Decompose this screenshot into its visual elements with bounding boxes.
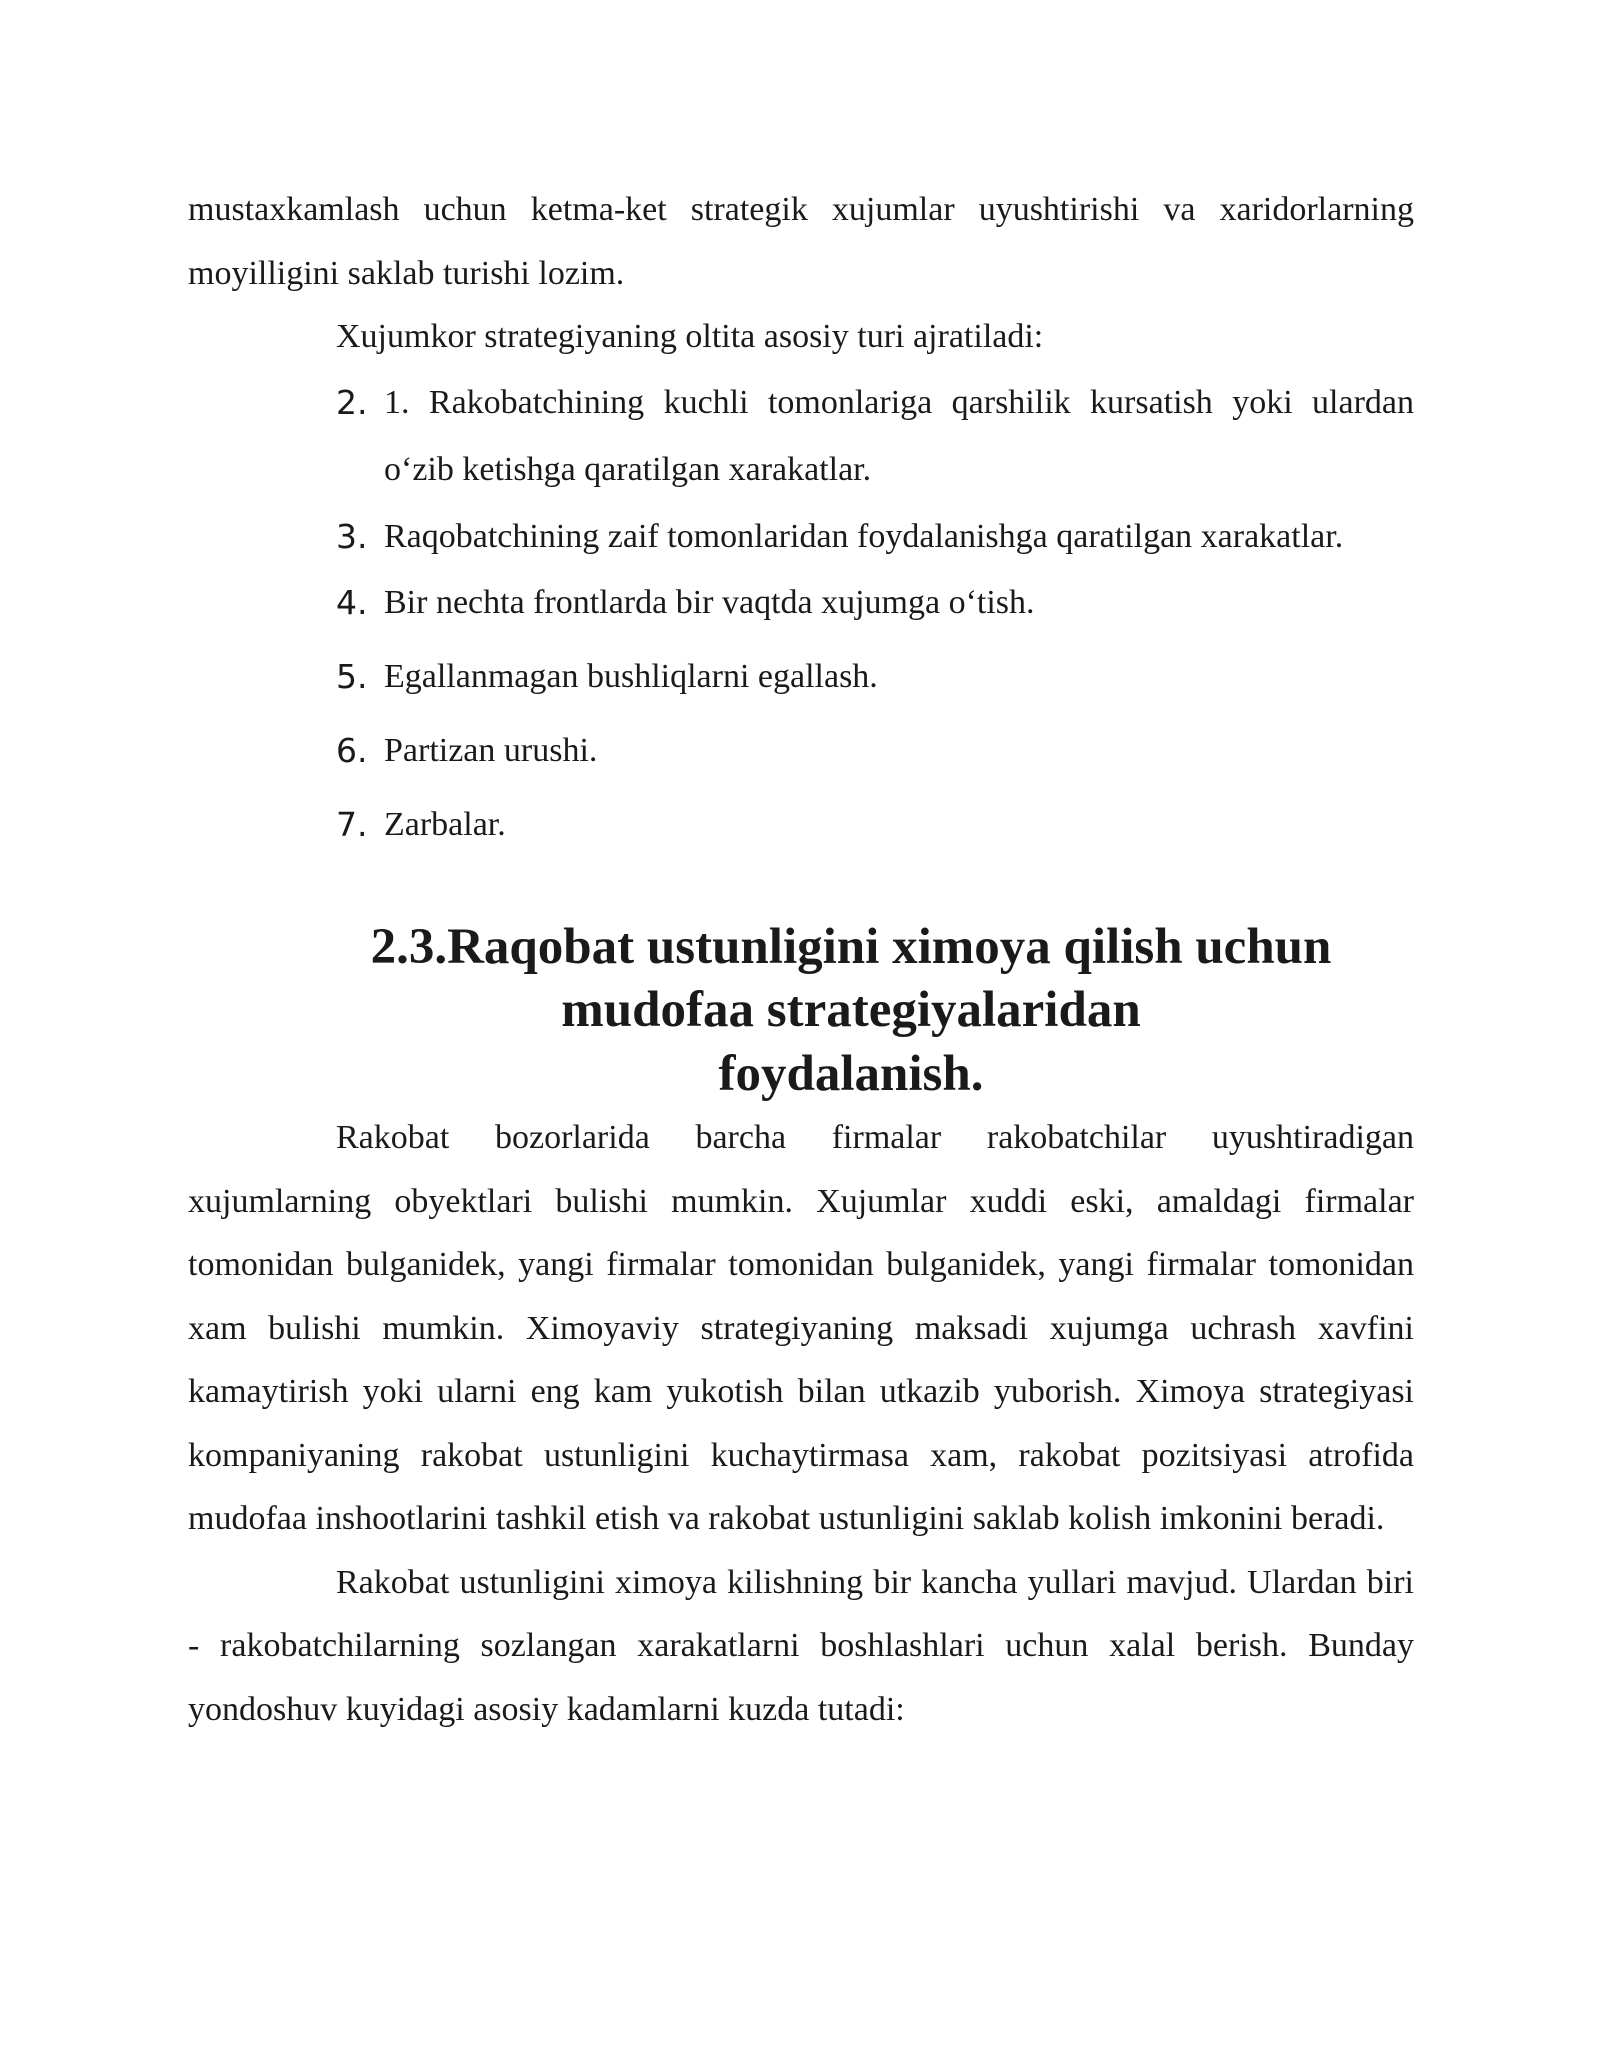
section-heading — [188, 916, 1414, 1107]
list-lead: Xujumkor strategiyaning oltita asosiy turi ajratiladi: — [336, 318, 1044, 355]
body-paragraph: Rakobat bozorlarida barcha firmalar rakobatchilar uyushtiradigan xujumlarning obyektlari bulishi mumkin. Xujumlar xuddi eski, amaldagi firmalar tomonidan bulganidek, yangi firmalar tomonidan bulganidek, yangi firmalar tomonidan xam bulishi mumkin. Ximoyaviy strategiyaning maksadi xujumga uchrash xavfini kamaytirish yoki ularni eng kam yukotish bilan utkazib yuborish. Ximoya strategiyasi kompaniyaning rakobat ustunligini kuchaytirmasa xam, rakobat pozitsiyasi atrofida mudofaa inshootlarini tashkil etish va rakobat ustunligini saklab kolish imkonini beradi. — [188, 1119, 1414, 1537]
list-number: 3. — [336, 516, 368, 556]
list-item — [188, 718, 1414, 784]
list-number: 5. — [336, 656, 368, 696]
document-page — [188, 178, 1414, 1741]
list-item — [188, 503, 1414, 570]
list-item-text: Partizan urushi. — [384, 731, 598, 769]
list-number: 7. — [336, 804, 368, 844]
list-number: 6. — [336, 730, 368, 770]
intro-paragraph: mustaxkamlash uchun ketma-ket strategik xujumlar uyushtirishi va xaridorlarning moyilligini saklab turishi lozim. — [188, 191, 1414, 292]
list-item-text: Raqobatchining zaif tomonlaridan foydalanishga qaratilgan xarakatlar. — [384, 517, 1344, 555]
list-item — [188, 369, 1414, 503]
section-heading-line: 2.3.Raqobat ustunligini ximoya qilish uchun mudofaa strategiyalaridan — [370, 918, 1332, 1038]
list-item-text: Bir nechta frontlarda bir vaqtda xujumga o‘tish. — [384, 583, 1035, 621]
list-number: 2. — [336, 382, 368, 422]
list-item-text: Egallanmagan bushliqlarni egallash. — [384, 657, 878, 695]
list-number: 4. — [336, 582, 368, 622]
list-item — [188, 792, 1414, 858]
body-paragraph: Rakobat ustunligini ximoya kilishning bir kancha yullari mavjud. Ulardan biri - rakobatchilarning sozlangan xarakatlarni boshlashlari uchun xalal berish. Bunday yondoshuv kuyidagi asosiy kadamlarni kuzda tutadi: — [188, 1563, 1414, 1728]
strategy-list — [188, 369, 1414, 858]
section-heading-line: foydalanish. — [718, 1045, 984, 1102]
list-item-text: 1. Rakobatchining kuchli tomonlariga qarshilik kursatish yoki ulardan o‘zib ketishga qaratilgan xarakatlar. — [384, 383, 1414, 488]
list-item-text: Zarbalar. — [384, 805, 506, 843]
list-item — [188, 644, 1414, 710]
list-item — [188, 570, 1414, 636]
